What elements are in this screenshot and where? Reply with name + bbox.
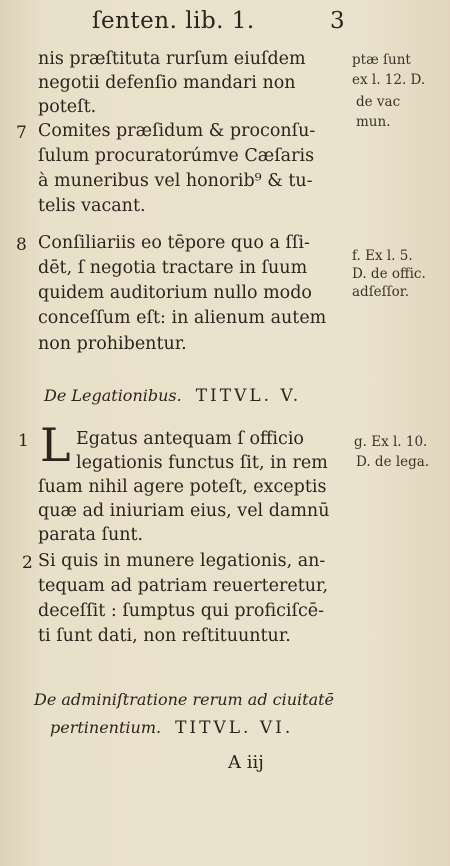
section-heading (44, 386, 301, 406)
running-header (0, 6, 450, 40)
heading-title-cont: pertinentium. (50, 718, 162, 737)
text-line: poteſt. (38, 97, 97, 117)
text-line: ſuam nihil agere poteſt, exceptis (38, 477, 327, 497)
page-number: 3 (330, 8, 345, 34)
text-line: Egatus antequam ſ officio (76, 429, 304, 449)
text-line: Comites præſidum & proconſu- (38, 121, 316, 141)
text-line: deceſſit : ſumptus qui proficiſcē- (38, 601, 325, 621)
text-line: non prohibentur. (38, 334, 187, 354)
heading-titulus: TITVL. VI. (175, 718, 294, 738)
text-line: parata ſunt. (38, 525, 144, 545)
margin-note: adſeſſor. (352, 284, 410, 300)
section-heading-cont (50, 718, 293, 738)
text-line: tequam ad patriam reuerteretur, (38, 576, 329, 596)
signature-mark: A iij (228, 752, 264, 773)
margin-note: D. de lega. (356, 454, 430, 470)
margin-note: de vac (356, 94, 401, 110)
text-line: conceſſum eſt: in alienum autem (38, 308, 327, 328)
running-title: ſenten. lib. 1. (92, 8, 255, 34)
paragraph-number: 7 (16, 123, 27, 143)
text-line: quæ ad iniuriam eius, vel damnū (38, 501, 330, 521)
section-heading (34, 690, 334, 709)
text-line: ſulum procuratorúmve Cæſaris (38, 146, 315, 166)
paragraph-number: 8 (16, 235, 27, 255)
margin-note: g. Ex l. 10. (354, 434, 428, 450)
drop-cap: L (40, 418, 71, 472)
heading-titulus: TITVL. V. (195, 386, 302, 406)
text-line: nis præſtituta rurſum eiuſdem (38, 49, 306, 69)
text-line: legationis functus ſit, in rem (76, 453, 328, 473)
text-line: à muneribus vel honorib⁹ & tu- (38, 171, 313, 191)
text-line: Conſiliariis eo tēpore quo a ſſi- (38, 233, 310, 253)
text-line: telis vacant. (38, 196, 146, 216)
text-line: Si quis in munere legationis, an- (38, 551, 326, 571)
heading-title: De Legationibus. (44, 386, 182, 405)
paragraph-number: 2 (22, 553, 33, 573)
text-line: quidem auditorium nullo modo (38, 283, 312, 303)
paragraph-number: 1 (18, 431, 29, 451)
margin-note: ex l. 12. D. (352, 72, 426, 88)
margin-note: mun. (356, 114, 391, 130)
margin-note: D. de offic. (352, 266, 426, 282)
text-line: negotii defenſio mandari non (38, 73, 296, 93)
text-line: ti ſunt dati, non reſtituuntur. (38, 626, 291, 646)
margin-note: f. Ex l. 5. (352, 248, 413, 264)
heading-title: De adminiſtratione rerum ad ciuitatē (34, 690, 335, 709)
margin-note: ptæ ſunt (352, 52, 411, 68)
text-line: dēt, ſ negotia tractare in ſuum (38, 258, 308, 278)
